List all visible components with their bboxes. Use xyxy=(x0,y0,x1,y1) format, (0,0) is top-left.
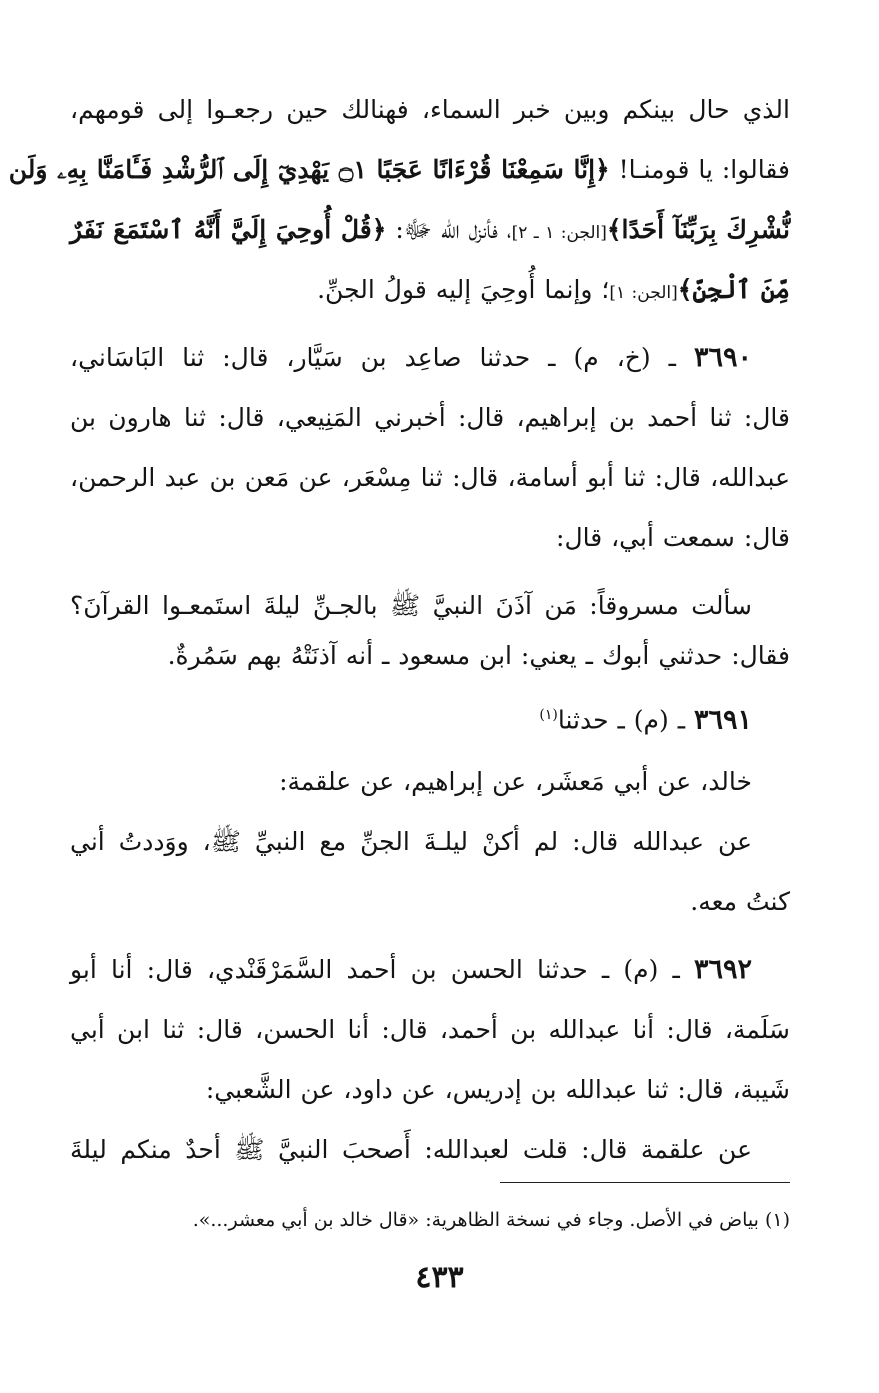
footnote-text: بياض في الأصل. وجاء في نسخة الظاهرية: «قال خالد بن أبي معشر...». xyxy=(192,1209,759,1231)
hadith-3692 xyxy=(70,952,790,1192)
text-line: عبدالله، قال: ثنا أبو أسامة، قال: ثنا مِسْعَر، عن مَعن بن عبد الرحمن، xyxy=(70,463,790,492)
text-line: قال: سمعت أبي، قال: xyxy=(556,523,790,552)
text-line: عن عبدالله قال: لم أكنْ ليلـةَ الجنِّ مع النبيِّ ﷺ، ووَددتُ أني xyxy=(70,827,752,856)
text-line: خالد، عن أبي مَعشَر، عن إبراهيم، عن علقمة: xyxy=(279,767,752,796)
hadith-number: ٣٦٩٠ xyxy=(693,342,752,373)
paragraph-continuation xyxy=(8,92,790,332)
hadith-number: ٣٦٩٢ xyxy=(693,954,752,985)
text-line: ٣٦٩١ ـ (م) ـ حدثنا$^{(١)}$ xyxy=(539,704,752,736)
quran-verse: ﴿قُلْ أُوحِيَ إِلَيَّ أَنَّهُ ٱسْتَمَعَ نَفَرٌ xyxy=(70,215,387,244)
quran-verse: مِّنَ ٱلْجِنِّ﴾ xyxy=(677,275,790,304)
text-line: مِّنَ ٱلْجِنِّ﴾[الجن: ١]؛ وإنما أُوحِيَ إليه قولُ الجنِّ. xyxy=(317,275,790,304)
text-line: فقالوا: يا قومنـا! ﴿إِنَّا سَمِعْنَا قُرْءَانًا عَجَبًا ۝١ يَهْدِيٓ إِلَى ٱلرُّشْدِ فَـَٔامَنَّا بِهِۦ وَلَن xyxy=(8,155,790,184)
footnote-divider xyxy=(500,1182,790,1183)
text-line: شَيبة، قال: ثنا عبدالله بن إدريس، عن داود، عن الشَّعبي: xyxy=(205,1075,790,1104)
hadith-3691 xyxy=(70,698,790,944)
hadith-3690 xyxy=(70,340,790,698)
verse-reference: [الجن: ١ ـ ٢] xyxy=(511,223,607,243)
verse-reference: [الجن: ١] xyxy=(609,283,678,303)
text-line: عن علقمة قال: قلت لعبدالله: أَصحبَ النبيَّ ﷺ أحدٌ منكم ليلةَ xyxy=(70,1135,752,1164)
page-number: ٤٣٣ xyxy=(415,1260,464,1295)
footnote-marker: (١) xyxy=(539,707,558,723)
text-line: نُّشْرِكَ بِرَبِّنَآ أَحَدًا﴾[الجن: ١ ـ ٢]، فأنزل الله ﷻ: ﴿قُلْ أُوحِيَ إِلَيَّ أَنَّهُ ٱسْتَمَعَ نَفَرٌ xyxy=(70,215,790,244)
text-line: ٣٦٩٠ ـ (خ، م) ـ حدثنا صاعِد بن سَيَّار، قال: ثنا البَاسَاني، xyxy=(70,342,752,373)
footnote-marker: (١) xyxy=(764,1209,790,1231)
text-line: سألت مسروقاً: مَن آذَنَ النبيَّ ﷺ بالجـنِّ ليلةَ استَمعـوا القرآنَ؟ xyxy=(70,591,752,620)
hadith-number: ٣٦٩١ xyxy=(693,704,752,736)
footnote xyxy=(70,1200,790,1240)
text-line: كنتُ معه. xyxy=(690,887,790,916)
text-line: سَلَمة، قال: أنا عبدالله بن أحمد، قال: أنا الحسن، قال: ثنا ابن أبي xyxy=(70,1015,790,1044)
quran-verse: ﴿إِنَّا سَمِعْنَا قُرْءَانًا عَجَبًا ۝١ يَهْدِيٓ إِلَى ٱلرُّشْدِ فَـَٔامَنَّا بِهِۦ وَلَن xyxy=(8,155,610,184)
text-line: فقال: حدثني أبوك ـ يعني: ابن مسعود ـ أنه آذنَتْهُ بهم سَمُرةٌ. xyxy=(167,641,790,670)
quran-verse: نُّشْرِكَ بِرَبِّنَآ أَحَدًا﴾ xyxy=(606,215,790,244)
text-line: ٣٦٩٢ ـ (م) ـ حدثنا الحسن بن أحمد السَّمَرْقَنْدي، قال: أنا أبو xyxy=(70,954,752,985)
text-line: الذي حال بينكم وبين خبر السماء، فهنالك حين رجعـوا إلى قومهم، xyxy=(70,95,790,124)
page-body xyxy=(8,92,790,1192)
text-line: قال: ثنا أحمد بن إبراهيم، قال: أخبرني المَنِيعي، قال: ثنا هارون بن xyxy=(70,403,790,432)
